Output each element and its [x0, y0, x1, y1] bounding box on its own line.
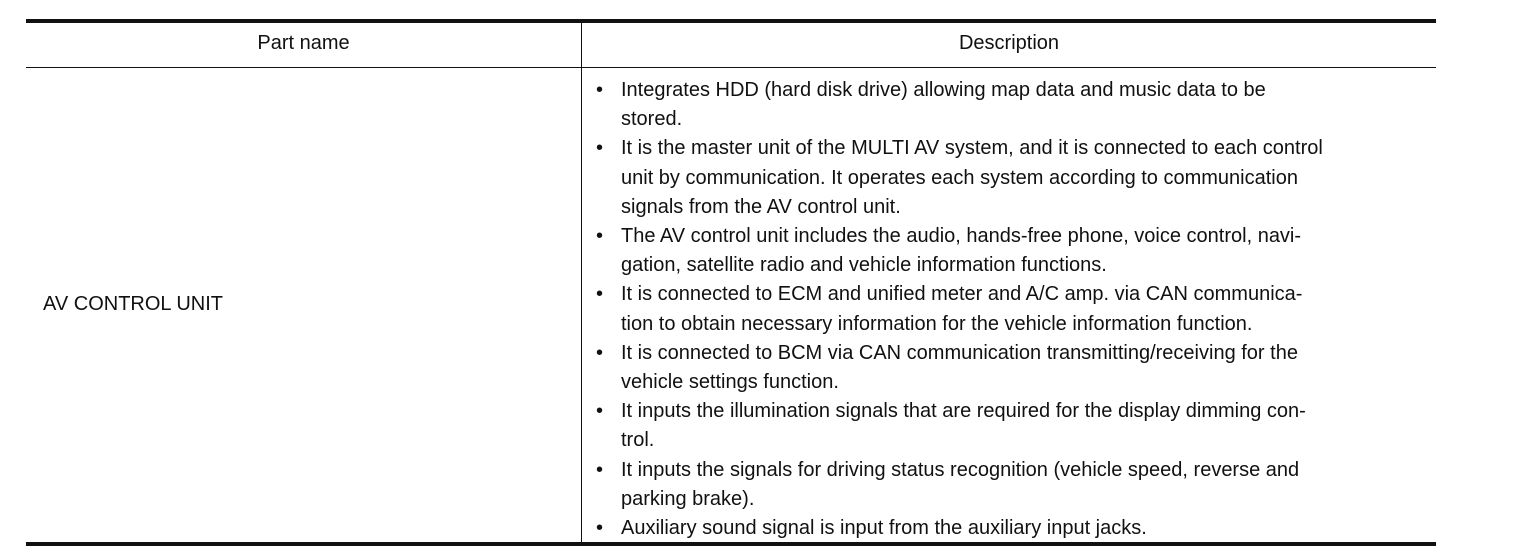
bullet: • [596, 283, 604, 306]
bullet: • [596, 400, 604, 423]
bullet: • [596, 341, 604, 364]
description-item [596, 339, 1431, 397]
description-item [596, 456, 1431, 514]
description-line: trol. [621, 429, 655, 452]
description-line: unit by communication. It operates each system according to communication [621, 166, 1298, 189]
table-header-row [26, 23, 1436, 68]
description-line: Integrates HDD (hard disk drive) allowing map data and music data to be [621, 79, 1266, 101]
description-item [596, 280, 1431, 338]
description-item [596, 134, 1431, 222]
column-divider [581, 23, 582, 542]
description-list [596, 76, 1431, 543]
description-item [596, 76, 1431, 134]
description-item [596, 514, 1431, 543]
header-part-name: Part name [257, 32, 350, 54]
description-line: vehicle settings function. [621, 371, 839, 394]
description-line: The AV control unit includes the audio, hands-free phone, voice control, navi- [621, 225, 1302, 248]
description-line: Auxiliary sound signal is input from the auxiliary input jacks. [621, 517, 1147, 540]
description-line: stored. [621, 108, 683, 131]
bullet: • [596, 517, 604, 540]
bullet: • [596, 225, 604, 248]
description-line: tion to obtain necessary information for the vehicle information function. [621, 312, 1253, 335]
description-line: It is the master unit of the MULTI AV system, and it is connected to each control [621, 137, 1323, 160]
description-item [596, 222, 1431, 280]
bullet: • [596, 137, 604, 160]
description-line: signals from the AV control unit. [621, 195, 901, 218]
bullet: • [596, 458, 604, 481]
header-description: Description [958, 32, 1060, 54]
description-line: parking brake). [621, 487, 755, 510]
description-line: It is connected to ECM and unified meter and A/C amp. via CAN communica- [621, 283, 1303, 306]
description-line: It inputs the illumination signals that are required for the display dimming con- [621, 400, 1306, 423]
description-line: It inputs the signals for driving status recognition (vehicle speed, reverse and [621, 458, 1300, 481]
description-item [596, 397, 1431, 455]
part-name-cell: AV CONTROL UNIT [43, 293, 224, 315]
description-line: gation, satellite radio and vehicle information functions. [621, 254, 1107, 277]
parts-table [26, 19, 1436, 546]
description-line: It is connected to BCM via CAN communication transmitting/receiving for the [621, 341, 1298, 364]
bullet: • [596, 79, 604, 101]
